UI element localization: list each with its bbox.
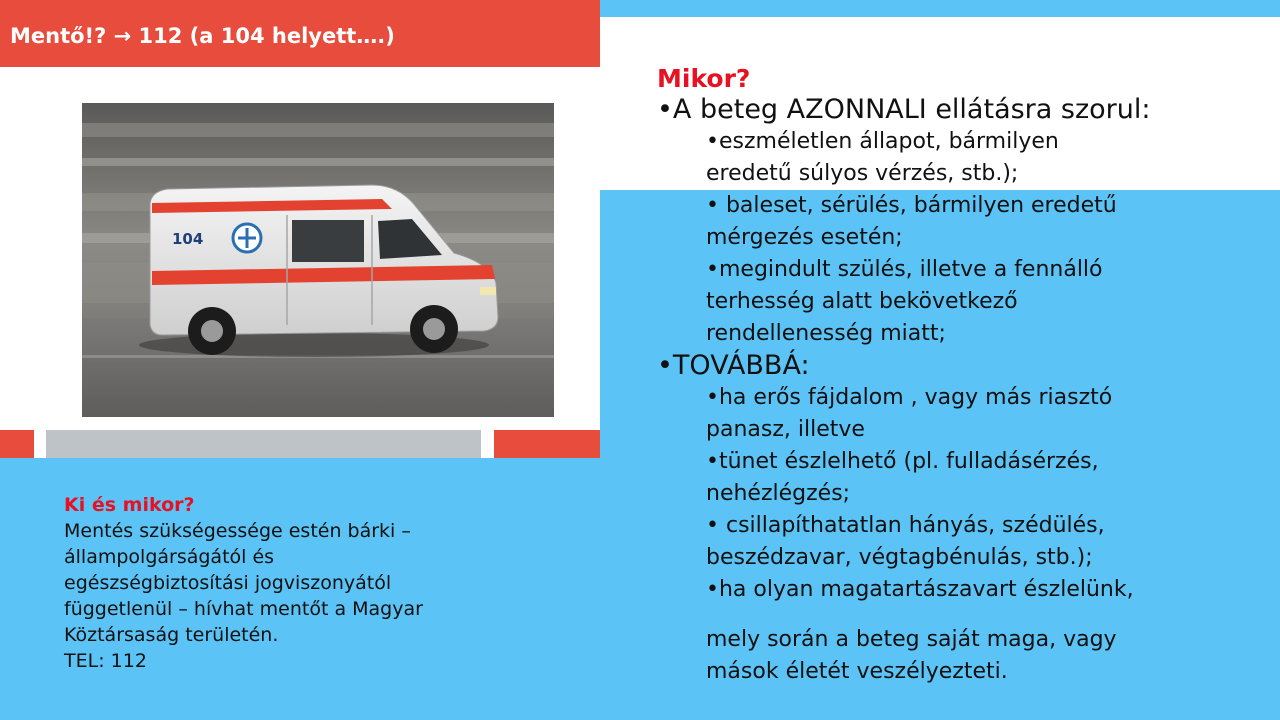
sub-bullet-line: terhesség alatt bekövetkező <box>706 289 1018 314</box>
info-line: állampolgárságától és <box>64 546 275 568</box>
spacer <box>657 606 1277 624</box>
top-accent-bar <box>600 0 1280 17</box>
ambulance-illustration <box>82 103 554 417</box>
when-heading: Mikor? <box>657 64 751 93</box>
van-number: 104 <box>172 230 204 248</box>
red-accent-right <box>494 430 600 458</box>
tail-line: mások életét veszélyezteti. <box>706 659 1008 684</box>
info-line: egészségbiztosítási jogviszonyától <box>64 572 392 594</box>
info-line: függetlenül – hívhat mentőt a Magyar <box>64 598 423 620</box>
sub-bullet-line: beszédzavar, végtagbénulás, stb.); <box>706 545 1093 570</box>
info-line: Köztársaság területén. <box>64 624 279 646</box>
sub-bullet <box>706 382 1277 446</box>
sub-bullet-line: nehézlégzés; <box>706 481 851 506</box>
ambulance-photo <box>82 103 554 417</box>
sub-bullet-line: • csillapíthatatlan hányás, szédülés, <box>706 513 1105 538</box>
sub-bullet-line: •megindult szülés, illetve a fennálló <box>706 257 1103 282</box>
sub-bullet <box>706 510 1277 574</box>
sub-bullet-line: eredetű súlyos vérzés, stb.); <box>706 161 1019 186</box>
info-heading: Ki és mikor? <box>64 494 195 516</box>
sub-bullet-line: rendellenesség miatt; <box>706 321 946 346</box>
red-accent-left <box>0 430 34 458</box>
sub-bullet <box>706 190 1277 254</box>
slide-title: Mentő!? → 112 (a 104 helyett….) <box>10 24 395 48</box>
sub-bullet-line: • baleset, sérülés, bármilyen eredetű <box>706 193 1117 218</box>
right-column <box>657 64 1277 688</box>
sub-bullet-line: •ha erős fájdalom , vagy más riasztó <box>706 385 1113 410</box>
sub-bullet <box>706 446 1277 510</box>
sub-bullet <box>706 574 1277 606</box>
sub-bullet-line: •ha olyan magatartászavart észlelünk, <box>706 577 1134 602</box>
sub-bullet <box>706 126 1277 190</box>
info-line: Mentés szükségessége estén bárki – <box>64 520 411 542</box>
sub-bullet-line: •tünet észlelhető (pl. fulladásérzés, <box>706 449 1099 474</box>
tail-line: mely során a beteg saját maga, vagy <box>706 627 1117 652</box>
info-phone: TEL: 112 <box>64 650 147 672</box>
bullet-immediate-care: •A beteg AZONNALI ellátásra szorul: <box>657 94 1151 125</box>
gray-accent-bar <box>46 430 481 458</box>
bullet-furthermore: •TOVÁBBÁ: <box>657 350 810 381</box>
sub-bullet-line: •eszméletlen állapot, bármilyen <box>706 129 1059 154</box>
sub-bullet-line: panasz, illetve <box>706 417 865 442</box>
sub-bullet <box>706 254 1277 350</box>
tail-text <box>706 624 1277 688</box>
info-block <box>64 492 484 674</box>
sub-bullet-line: mérgezés esetén; <box>706 225 903 250</box>
